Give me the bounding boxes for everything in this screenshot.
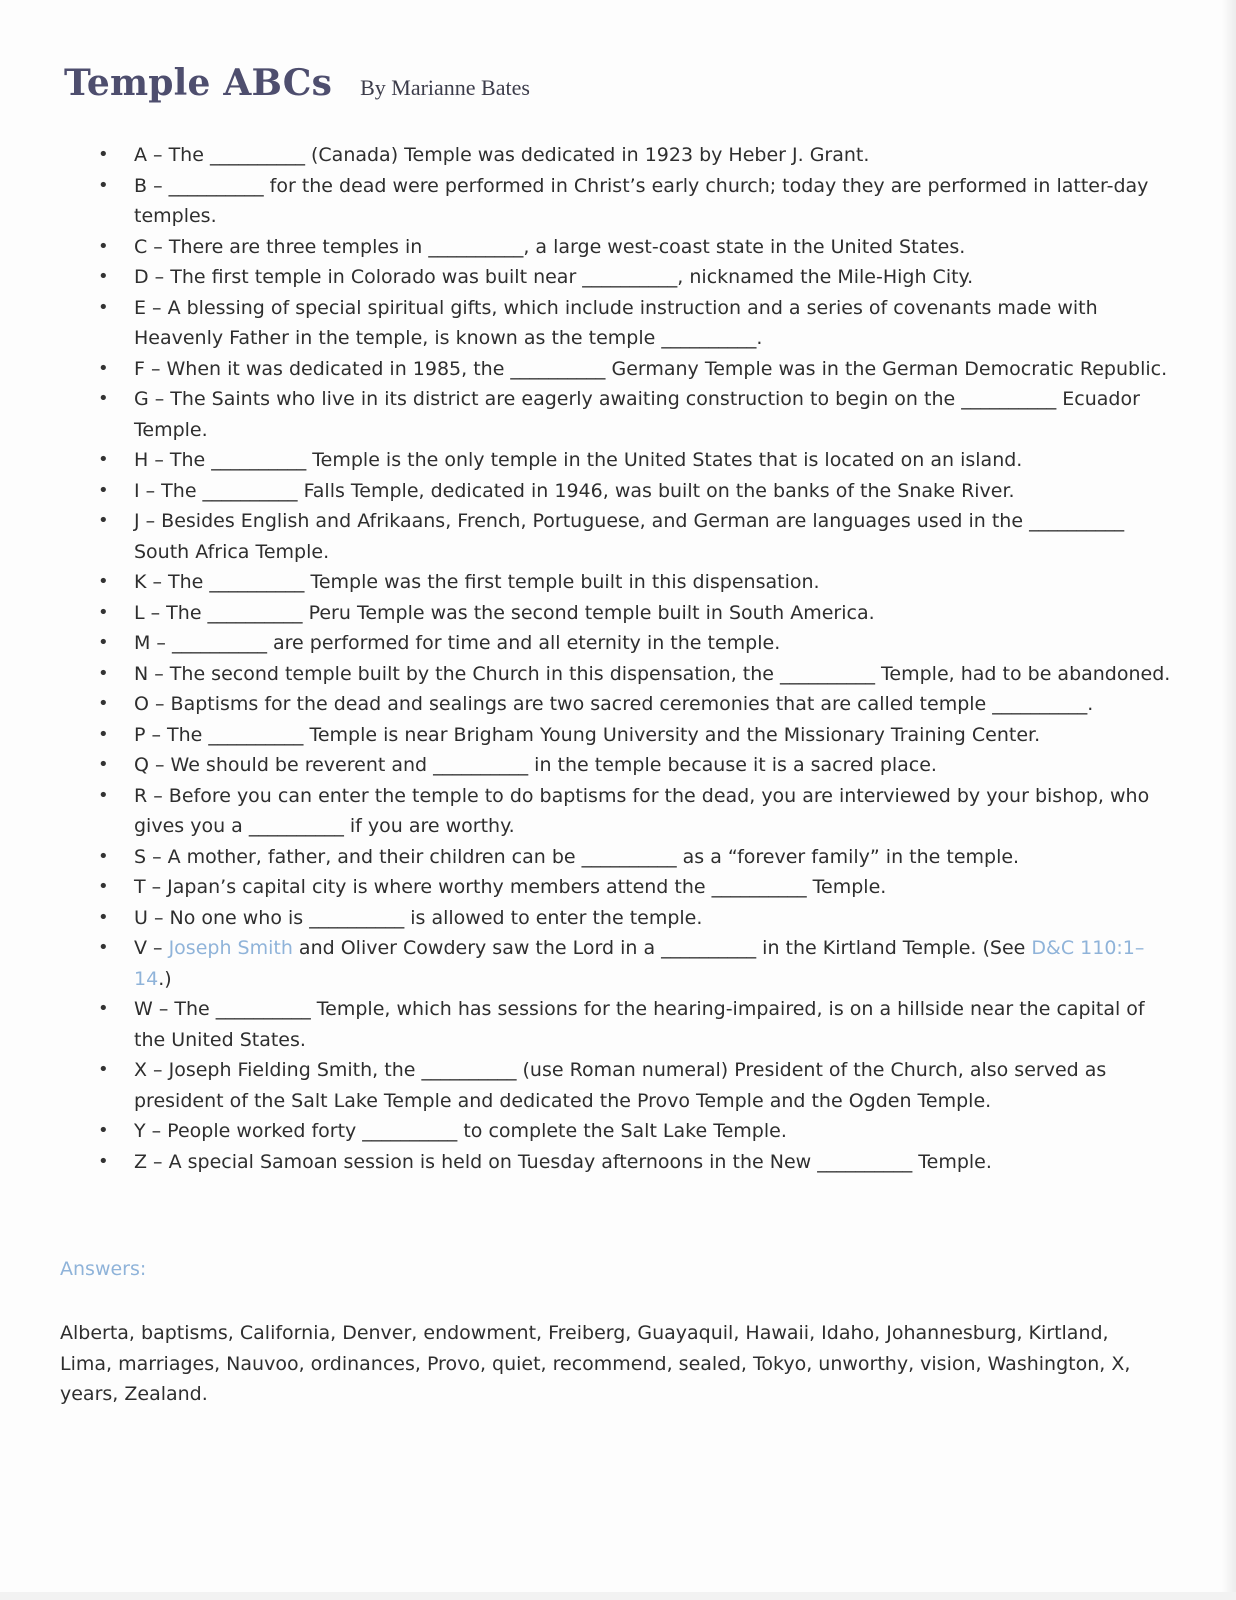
- item-text: G – The Saints who live in its district are eagerly awaiting construction to begin on the __________ Ecuador Temple.: [134, 388, 1140, 441]
- bullet-icon: •: [98, 1150, 109, 1172]
- bullet-icon: •: [98, 845, 109, 867]
- answers-heading: Answers:: [60, 1258, 147, 1280]
- page-edge-shadow: [1222, 0, 1236, 1600]
- list-item: [96, 354, 1176, 385]
- bullet-icon: •: [98, 632, 109, 653]
- item-text: L – The __________ Peru Temple was the second temple built in South America.: [134, 601, 875, 624]
- bullet-icon: •: [98, 876, 109, 897]
- item-text: B – __________ for the dead were performed in Christ’s early church; today they are performed in latter-day temples.: [134, 174, 1149, 227]
- item-text: X – Joseph Fielding Smith, the __________ (use Roman numeral) President of the Church, also served as president of the Salt Lake Temple and dedicated the Provo Temple and the Ogden Temple.: [134, 1059, 1107, 1112]
- list-item: [96, 750, 1176, 781]
- item-text: T – Japan’s capital city is where worthy members attend the __________ Temple.: [134, 876, 887, 898]
- bullet-icon: •: [98, 571, 109, 592]
- item-text: F – When it was dedicated in 1985, the __________ Germany Temple was in the German Democratic Republic.: [134, 357, 1168, 380]
- bullet-icon: •: [98, 388, 109, 409]
- bullet-icon: •: [98, 235, 109, 257]
- bullet-icon: •: [98, 1120, 109, 1141]
- bullet-icon: •: [98, 174, 109, 196]
- bullet-icon: •: [98, 723, 109, 745]
- item-text: U – No one who is __________ is allowed to enter the temple.: [134, 906, 703, 929]
- list-item: [96, 689, 1176, 720]
- list-item: [96, 1055, 1176, 1116]
- bullet-icon: •: [98, 937, 109, 958]
- item-text: R – Before you can enter the temple to do baptisms for the dead, you are interviewed by your bishop, who gives you a __________ if you are worthy.: [134, 784, 1150, 837]
- list-item: [96, 1147, 1176, 1178]
- item-text: K – The __________ Temple was the first temple built in this dispensation.: [134, 571, 820, 593]
- item-text: E – A blessing of special spiritual gifts, which include instruction and a series of covenants made with Heavenly Father in the temple, is known as the temple __________.: [134, 296, 1098, 349]
- item-text: C – There are three temples in __________, a large west-coast state in the United States.: [134, 235, 966, 258]
- bullet-icon: •: [98, 266, 109, 287]
- item-text: Q – We should be reverent and __________ in the temple because it is a sacred place.: [134, 754, 937, 776]
- item-text-post: .): [158, 967, 172, 990]
- list-item: [96, 842, 1176, 873]
- list-item: [96, 171, 1176, 232]
- bullet-icon: •: [98, 479, 109, 501]
- item-text: A – The __________ (Canada) Temple was dedicated in 1923 by Heber J. Grant.: [134, 144, 870, 166]
- byline: By Marianne Bates: [360, 75, 530, 100]
- bullet-icon: •: [98, 449, 109, 470]
- list-item: [96, 994, 1176, 1055]
- list-item: [96, 781, 1176, 842]
- bullet-icon: •: [98, 1059, 109, 1080]
- list-item: [96, 567, 1176, 598]
- list-item: [96, 384, 1176, 445]
- item-text: Z – A special Samoan session is held on Tuesday afternoons in the New __________ Temple.: [134, 1150, 992, 1173]
- item-text: W – The __________ Temple, which has sessions for the hearing-impaired, is on a hillside near the capital of the United States.: [134, 998, 1145, 1051]
- item-text: P – The __________ Temple is near Brigham Young University and the Missionary Training Center.: [134, 723, 1041, 746]
- list-item: [96, 506, 1176, 567]
- item-text: J – Besides English and Afrikaans, French, Portuguese, and German are languages used in the __________ South Africa Temple.: [134, 510, 1125, 563]
- bullet-icon: •: [98, 754, 109, 775]
- list-item: [96, 293, 1176, 354]
- page-bottom-edge: [0, 1592, 1236, 1600]
- list-item: [96, 628, 1176, 659]
- scripture-link[interactable]: D&C 110:1–14: [134, 937, 1145, 990]
- page-title: Temple ABCs: [64, 62, 333, 104]
- bullet-icon: •: [98, 296, 109, 318]
- bullet-icon: •: [98, 662, 109, 684]
- item-text: I – The __________ Falls Temple, dedicated in 1946, was built on the banks of the Snake River.: [134, 479, 1015, 502]
- list-item: [96, 445, 1176, 476]
- list-item: [96, 872, 1176, 903]
- bullet-icon: •: [98, 144, 109, 165]
- list-item: [96, 262, 1176, 293]
- list-item: [96, 1116, 1176, 1147]
- list-item: [96, 903, 1176, 934]
- list-item: [96, 933, 1176, 994]
- bullet-icon: •: [98, 357, 109, 379]
- header: [64, 62, 530, 104]
- item-text: Y – People worked forty __________ to complete the Salt Lake Temple.: [134, 1120, 787, 1142]
- bullet-icon: •: [98, 601, 109, 623]
- bullet-icon: •: [98, 998, 109, 1019]
- answers-text: Alberta, baptisms, California, Denver, endowment, Freiberg, Guayaquil, Hawaii, Idaho, Johannesburg, Kirtland, Lima, marriages, Nauvoo, ordinances, Provo, quiet, recommend, sealed, Tokyo, unworthy, vision, Washington, X, years, Zealand.: [60, 1322, 1131, 1405]
- list-item: [96, 140, 1176, 171]
- quiz-list: [96, 140, 1176, 1177]
- list-item: [96, 720, 1176, 751]
- item-text: O – Baptisms for the dead and sealings are two sacred ceremonies that are called temple __________.: [134, 693, 1094, 715]
- bullet-icon: •: [98, 510, 109, 531]
- bullet-icon: •: [98, 906, 109, 928]
- list-item: [96, 232, 1176, 263]
- list-item: [96, 659, 1176, 690]
- list-item: [96, 476, 1176, 507]
- item-text: H – The __________ Temple is the only temple in the United States that is located on an island.: [134, 449, 1023, 471]
- list-item: [96, 598, 1176, 629]
- bullet-icon: •: [98, 693, 109, 714]
- bullet-icon: •: [98, 784, 109, 806]
- item-text: M – __________ are performed for time and all eternity in the temple.: [134, 632, 781, 654]
- item-text: S – A mother, father, and their children can be __________ as a “forever family” in the temple.: [134, 845, 1020, 868]
- item-text-mid: and Oliver Cowdery saw the Lord in a __________ in the Kirtland Temple. (See: [292, 937, 1032, 959]
- joseph-smith-link[interactable]: Joseph Smith: [168, 937, 293, 959]
- item-text: D – The first temple in Colorado was built near __________, nicknamed the Mile-High City.: [134, 266, 974, 288]
- item-text: N – The second temple built by the Church in this dispensation, the __________ Temple, had to be abandoned.: [134, 662, 1171, 685]
- item-text-pre: V –: [134, 937, 169, 959]
